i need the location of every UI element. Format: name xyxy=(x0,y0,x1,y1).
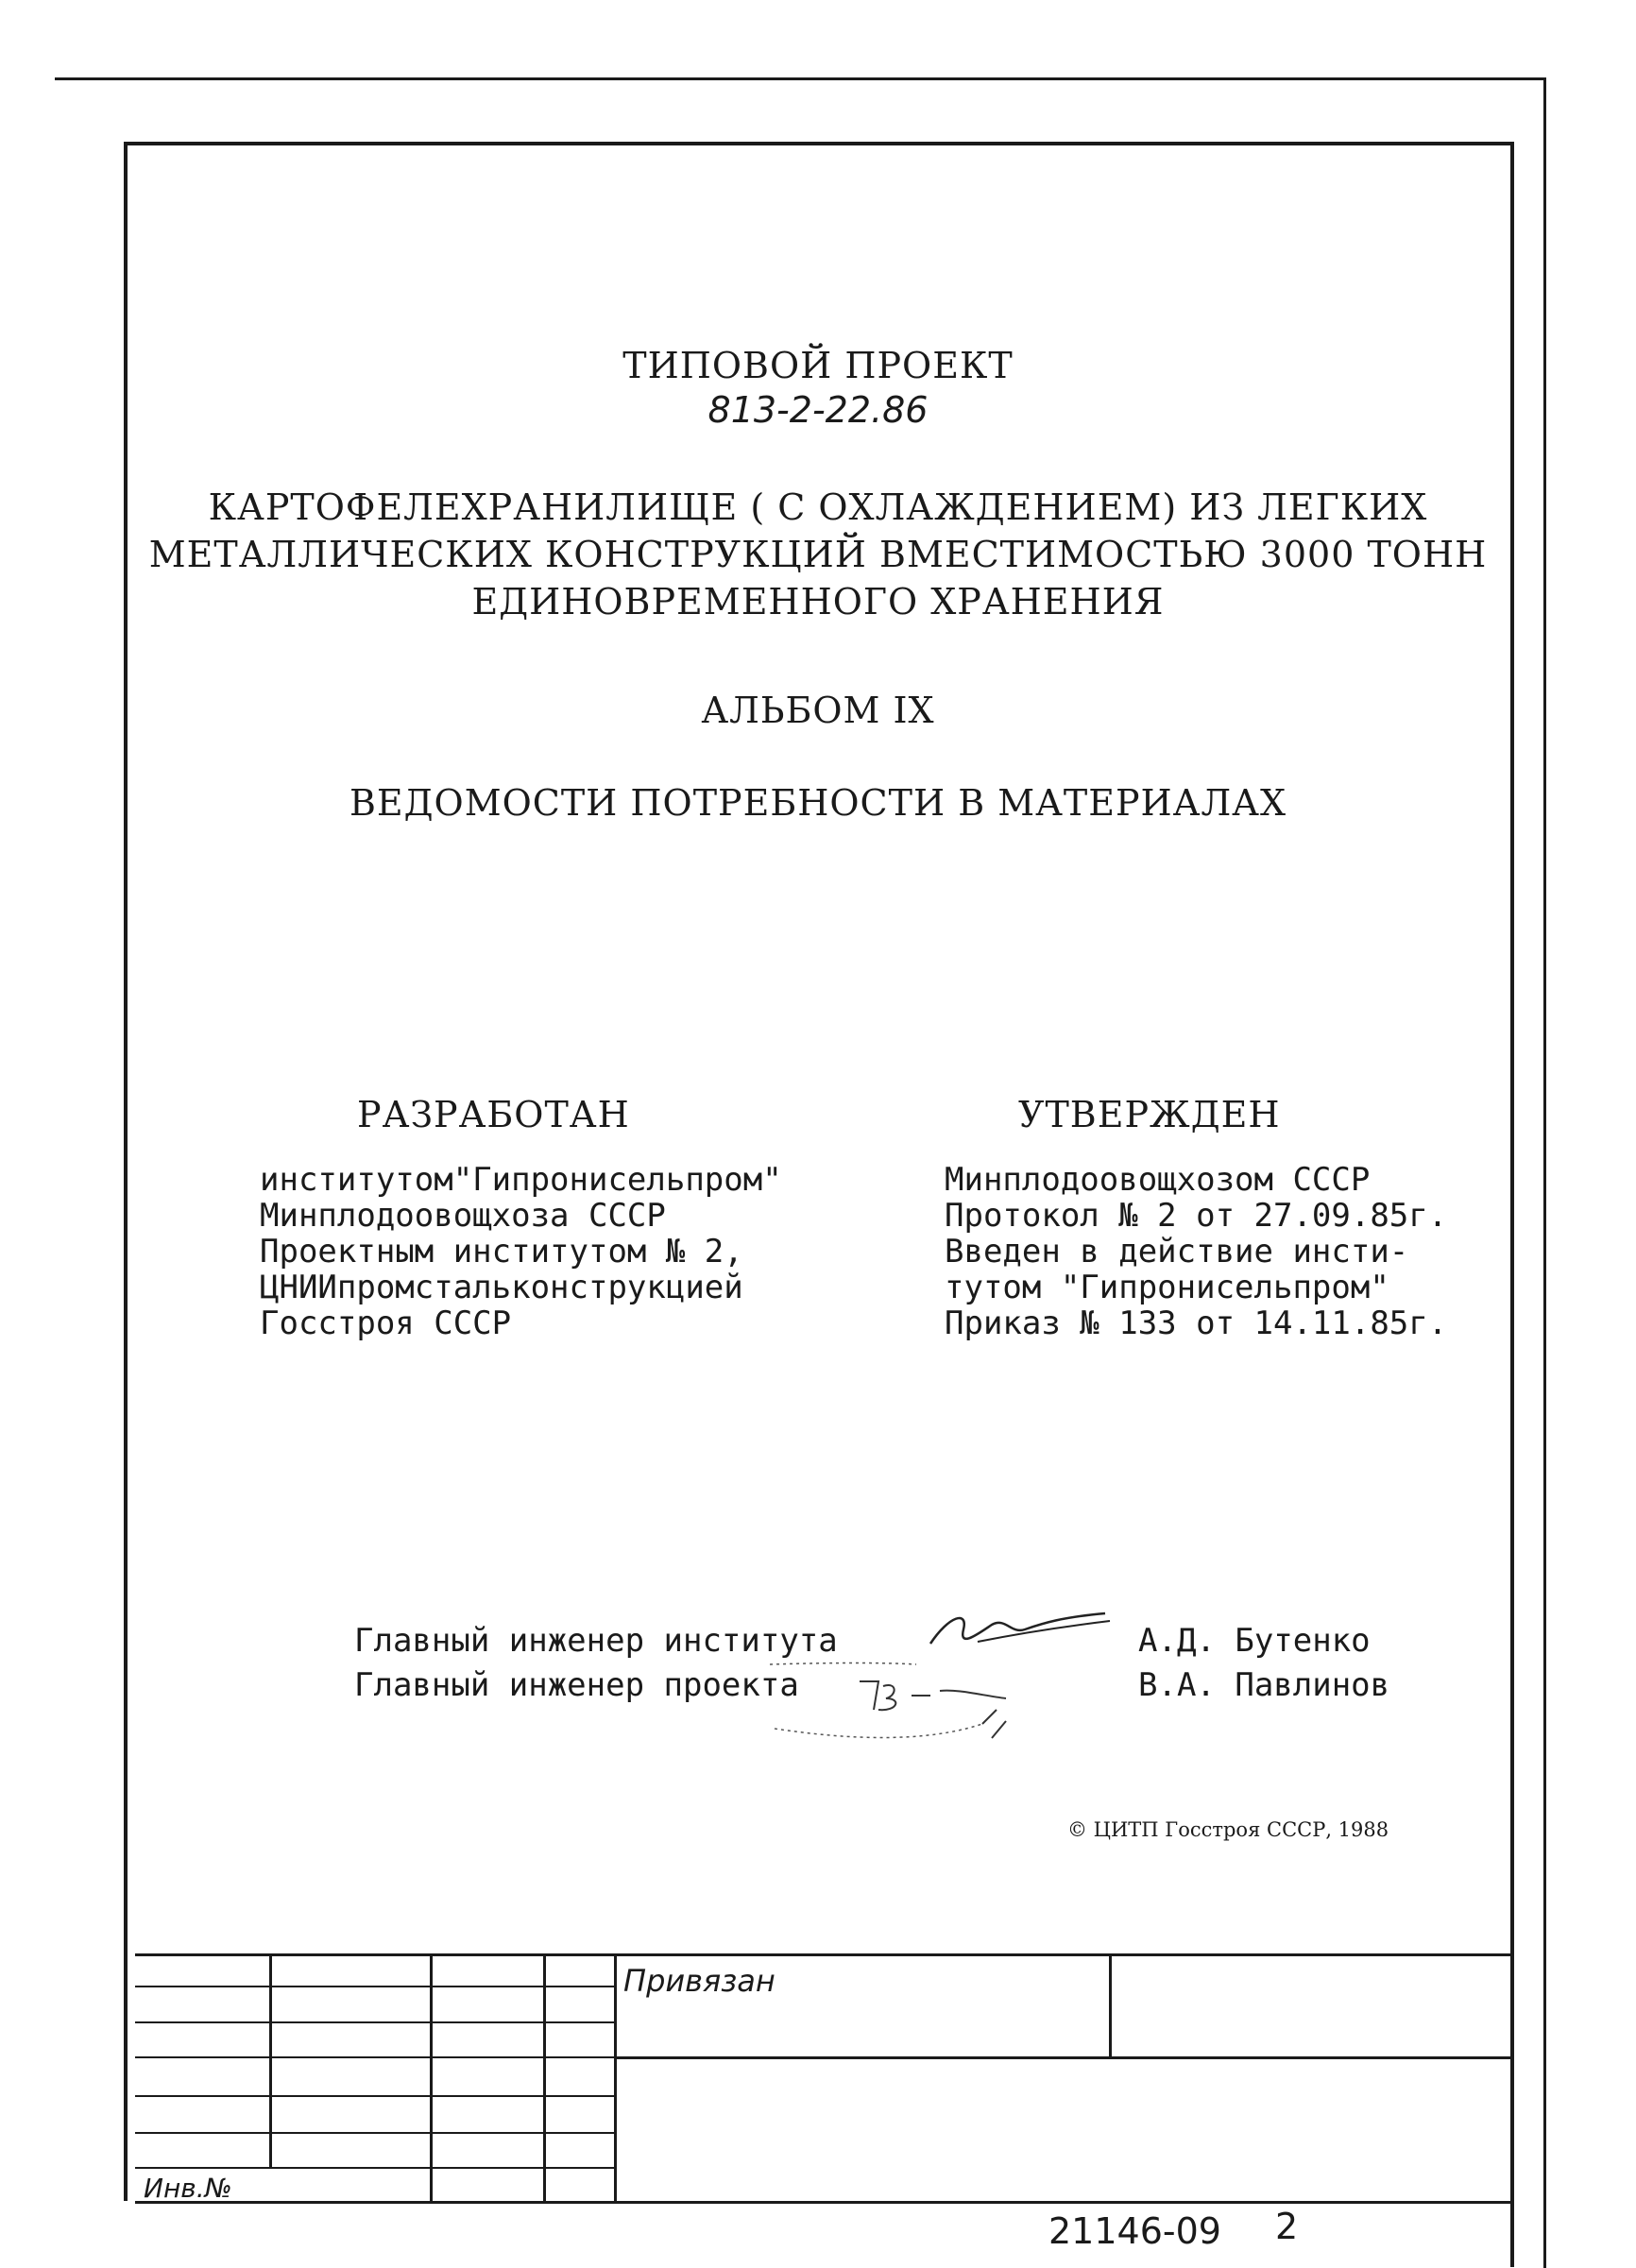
approved-block xyxy=(945,1162,1447,1341)
title-line-1: КАРТОФЕЛЕХРАНИЛИЩЕ ( С ОХЛАЖДЕНИЕМ) ИЗ ЛЕГКИХ xyxy=(208,486,1428,528)
stamp-row-1 xyxy=(135,1986,615,1987)
stamp-middle-line xyxy=(614,2056,1510,2059)
page-number: 2 xyxy=(1275,2206,1299,2247)
developed-line: институтом"Гипронисельпром" xyxy=(260,1161,782,1199)
approved-line: Введен в действие инсти- xyxy=(945,1233,1409,1270)
project-number: 813-2-22.86 xyxy=(707,389,929,431)
album-label: АЛЬБОМ IX xyxy=(701,690,935,731)
frame-right xyxy=(1510,142,1514,2267)
developed-line: ЦНИИпромстальконструкцией xyxy=(260,1269,743,1306)
document-subtitle: ВЕДОМОСТИ ПОТРЕБНОСТИ В МАТЕРИАЛАХ xyxy=(349,782,1287,824)
stamp-row-3 xyxy=(135,2056,615,2058)
handwritten-signature-2 xyxy=(756,1653,1096,1757)
approved-line: тутом "Гипронисельпром" xyxy=(945,1269,1389,1306)
project-type-label: ТИПОВОЙ ПРОЕКТ xyxy=(622,345,1014,386)
stamp-col-5 xyxy=(1109,1953,1112,2057)
stamp-col-4 xyxy=(614,1953,617,2203)
developed-heading: РАЗРАБОТАН xyxy=(357,1094,630,1135)
stamp-col-3 xyxy=(543,1953,546,2203)
signature-name-1: А.Д. Бутенко xyxy=(1138,1622,1371,1660)
stamp-row-4 xyxy=(135,2095,615,2097)
approved-line: Протокол № 2 от 27.09.85г. xyxy=(945,1197,1448,1235)
stamp-row-2 xyxy=(135,2021,615,2023)
signature-role-1: Главный инженер института xyxy=(354,1622,838,1660)
signature-role-2: Главный инженер проекта xyxy=(354,1666,799,1704)
stamp-col-2 xyxy=(430,1953,433,2203)
signature-name-2: В.А. Павлинов xyxy=(1138,1666,1390,1704)
stamp-row-6 xyxy=(135,2167,615,2169)
developed-block xyxy=(260,1162,782,1341)
inventory-number-label: Инв.№ xyxy=(144,2173,232,2204)
approved-line: Приказ № 133 от 14.11.85г. xyxy=(945,1305,1448,1342)
sheet-code: 21146-09 xyxy=(1048,2210,1221,2252)
approved-line: Минплодоовощхозом СССР xyxy=(945,1161,1371,1199)
frame-top xyxy=(124,142,1514,145)
title-line-3: ЕДИНОВРЕМЕННОГО ХРАНЕНИЯ xyxy=(471,581,1165,622)
copyright-note: © ЦИТП Госстроя СССР, 1988 xyxy=(1067,1818,1389,1841)
linked-label: Привязан xyxy=(623,1963,775,1999)
title-line-2: МЕТАЛЛИЧЕСКИХ КОНСТРУКЦИЙ ВМЕСТИМОСТЬЮ 3000 ТОНН xyxy=(148,534,1488,575)
stamp-bottom-line xyxy=(135,2201,1510,2204)
frame-left xyxy=(124,142,128,2201)
developed-line: Минплодоовощхоза СССР xyxy=(260,1197,666,1235)
top-edge-line xyxy=(55,77,1545,80)
stamp-row-5 xyxy=(135,2132,615,2134)
approved-heading: УТВЕРЖДЕН xyxy=(1018,1094,1281,1135)
developed-line: Проектным институтом № 2, xyxy=(260,1233,743,1270)
developed-line: Госстроя СССР xyxy=(260,1305,512,1342)
stamp-top-line xyxy=(135,1953,1510,1956)
